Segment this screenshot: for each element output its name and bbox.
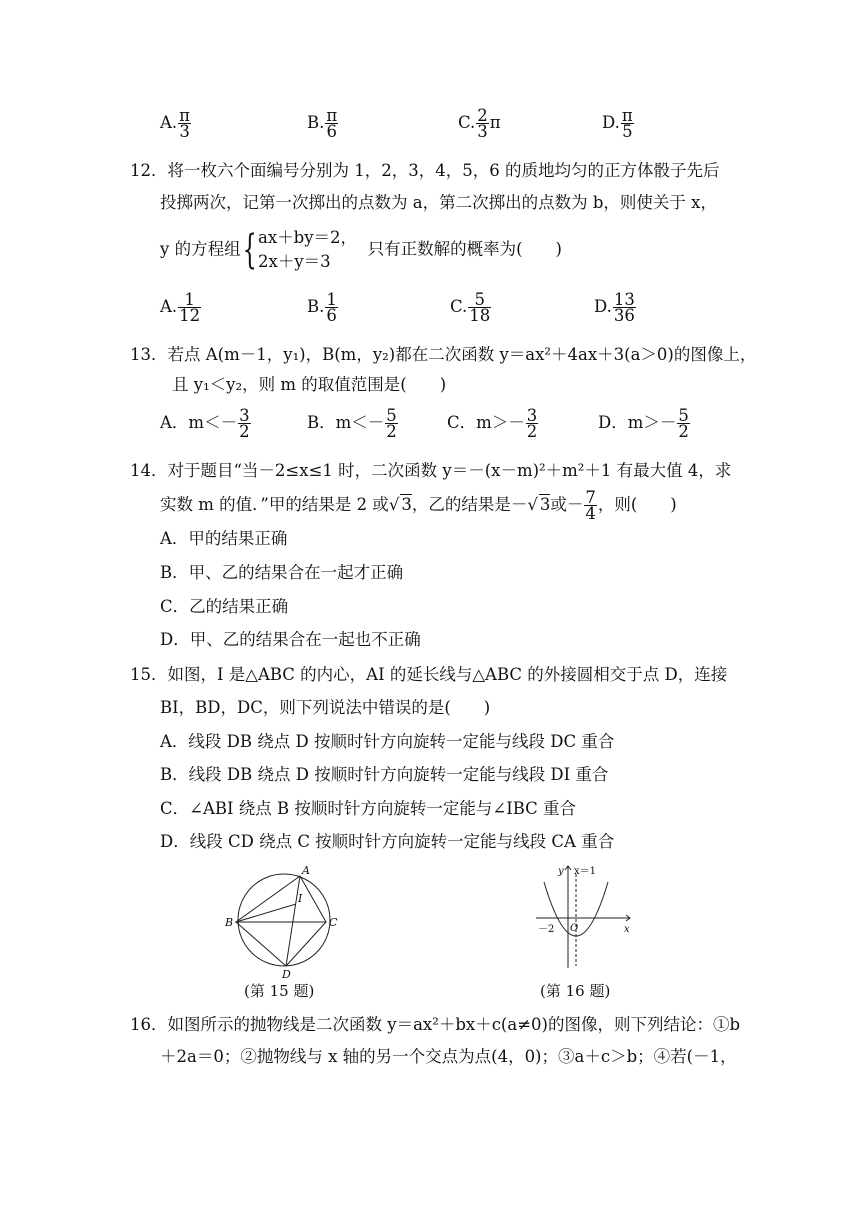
question-13-line-1: 13．若点 A(m－1，y₁)，B(m，y₂)都在二次函数 y＝ax²＋4ax＋3(a＞0)的图像上，	[130, 345, 757, 364]
question-14-line-1: 14．对于题目“当－2≤x≤1 时，二次函数 y＝－(x－m)²＋m²＋1 有最大值 4，求	[130, 461, 732, 480]
question-12-line-3: y 的方程组{ ax＋by＝2， 2x＋y＝3 只有正数解的概率为( )	[160, 227, 562, 273]
question-16-line-1: 16．如图所示的抛物线是二次函数 y＝ax²＋bx＋c(a≠0)的图像，则下列结论：①b	[130, 1015, 741, 1034]
choice-d: D. $\frac{\pi}{5}$	[602, 106, 633, 141]
question-number: 12．	[130, 161, 168, 180]
figure-15-circle-diagram	[222, 862, 344, 981]
option-d: D．甲、乙的结果合在一起也不正确	[160, 630, 421, 649]
figure-16-parabola-graph	[530, 860, 638, 972]
option-d: D．线段 CD 绕点 C 按顺时针方向旋转一定能与线段 CA 重合	[160, 832, 615, 851]
question-15-line-1: 15．如图，I 是△ABC 的内心，AI 的延长线与△ABC 的外接圆相交于点 D，连接	[130, 665, 728, 684]
question-16-line-2: ＋2a＝0；②抛物线与 x 轴的另一个交点为点(4，0)；③a＋c＞b；④若(－1，	[160, 1047, 737, 1066]
question-number: 15．	[130, 665, 168, 684]
figure-16-caption: (第 16 题)	[540, 982, 611, 1000]
option-a: A．线段 DB 绕点 D 按顺时针方向旋转一定能与线段 DC 重合	[160, 732, 615, 751]
choice-c: C. $\frac{2}{3}$ π	[458, 106, 501, 141]
label-axis-of-symmetry: x＝1	[574, 866, 597, 877]
option-b: B．甲、乙的结果合在一起才正确	[160, 563, 404, 582]
choice-d: D. $\frac{13}{36}$	[594, 290, 635, 325]
line-bi	[236, 904, 296, 922]
choice-b: B．m＜－ $\frac{5}{2}$	[307, 406, 397, 441]
choice-a: A. $\frac{1}{12}$	[160, 290, 201, 325]
option-c: C．乙的结果正确	[160, 597, 289, 616]
label-c: C	[329, 916, 338, 929]
option-b: B．线段 DB 绕点 D 按顺时针方向旋转一定能与线段 DI 重合	[160, 765, 609, 784]
question-number: 13．	[130, 345, 168, 364]
option-a: A．甲的结果正确	[160, 529, 288, 548]
question-13-line-2: 且 y₁＜y₂，则 m 的取值范围是( )	[172, 375, 447, 394]
question-14-line-2: 实数 m 的值．”甲的结果是 2 或√ 3，乙的结果是－√ 3或－ $\frac{7}{4}$ ，则( )	[160, 488, 677, 523]
label-y: y	[558, 866, 564, 877]
choice-c: C．m＞－ $\frac{3}{2}$	[447, 406, 538, 441]
equation-system: ax＋by＝2， 2x＋y＝3	[258, 228, 358, 271]
choice-b: B. $\frac{\pi}{6}$	[307, 106, 338, 141]
label-i: I	[298, 892, 303, 905]
question-12-line-2: 投掷两次，记第一次掷出的点数为 a，第二次掷出的点数为 b，则使关于 x，	[160, 193, 717, 212]
question-15-line-2: BI，BD，DC，则下列说法中错误的是( )	[160, 698, 491, 717]
label-x: x	[624, 924, 630, 935]
choice-d: D．m＞－ $\frac{5}{2}$	[598, 406, 689, 441]
question-number: 14．	[130, 461, 168, 480]
label-b: B	[225, 916, 234, 929]
brace-icon: {	[242, 227, 257, 273]
question-12-line-1: 12．将一枚六个面编号分别为 1，2，3，4，5，6 的质地均匀的正方体骰子先后	[130, 161, 720, 180]
choice-a: A. $\frac{\pi}{3}$	[160, 106, 191, 141]
label-d: D	[282, 968, 291, 981]
figure-15-caption: (第 15 题)	[244, 982, 315, 1000]
question-number: 16．	[130, 1015, 168, 1034]
choice-c: C. $\frac{5}{18}$	[450, 290, 491, 325]
label-origin: O	[570, 923, 579, 934]
option-c: C．∠ABI 绕点 B 按顺时针方向旋转一定能与∠IBC 重合	[160, 799, 577, 818]
choice-a: A．m＜－ $\frac{3}{2}$	[160, 406, 250, 441]
triangle-abc	[236, 876, 326, 922]
label-minus-2: －2	[538, 924, 555, 935]
choice-b: B. $\frac{1}{6}$	[307, 290, 337, 325]
label-a: A	[302, 864, 310, 877]
